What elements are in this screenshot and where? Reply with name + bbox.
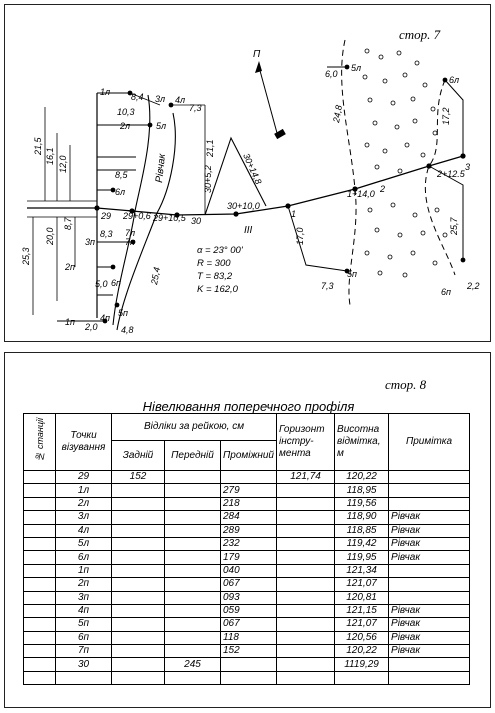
- mid-cell: 279: [221, 484, 277, 497]
- svg-text:25,7: 25,7: [449, 217, 459, 235]
- horizon-cell: [277, 511, 335, 524]
- table-row: [24, 604, 470, 617]
- back-header: Задній: [112, 441, 165, 471]
- svg-text:6п: 6п: [441, 287, 451, 297]
- elevation-cell: 119,95: [335, 551, 389, 564]
- back-cell: [112, 658, 165, 671]
- station-cell: [24, 497, 56, 510]
- station-cell: [24, 618, 56, 631]
- note-cell: Рівчак: [389, 604, 470, 617]
- back-cell: [112, 578, 165, 591]
- front-cell: [165, 671, 221, 684]
- note-cell: [389, 564, 470, 577]
- back-cell: [112, 551, 165, 564]
- station-cell: [24, 564, 56, 577]
- mid-cell: 232: [221, 537, 277, 550]
- front-header: Передній: [165, 441, 221, 471]
- svg-text:29+10,5: 29+10,5: [153, 213, 186, 223]
- page-number-7: стор. 7: [399, 27, 441, 42]
- mid-cell: [221, 471, 277, 484]
- svg-text:3п: 3п: [85, 237, 95, 247]
- back-cell: [112, 484, 165, 497]
- readings-header: Відліки за рейкою, см: [112, 414, 277, 441]
- note-cell: [389, 484, 470, 497]
- horizon-cell: [277, 564, 335, 577]
- svg-text:1+14,0: 1+14,0: [347, 189, 375, 199]
- table-row: [24, 497, 470, 510]
- point-cell: 4л: [56, 524, 112, 537]
- horizon-cell: [277, 604, 335, 617]
- front-cell: [165, 497, 221, 510]
- front-cell: [165, 578, 221, 591]
- back-cell: [112, 537, 165, 550]
- mid-cell: 118: [221, 631, 277, 644]
- table-row: [24, 471, 470, 484]
- front-cell: [165, 484, 221, 497]
- note-header: Примітка: [389, 414, 470, 471]
- station-cell: [24, 604, 56, 617]
- mid-cell: 284: [221, 511, 277, 524]
- left-point-labels: [64, 87, 185, 327]
- horizon-header: Горизонт інстру-мента: [277, 414, 335, 471]
- ditch-label: Рівчак: [154, 153, 169, 184]
- station-cell: [24, 551, 56, 564]
- svg-text:2л: 2л: [120, 121, 131, 131]
- svg-text:2,2: 2,2: [467, 281, 480, 291]
- mid-cell: 152: [221, 645, 277, 658]
- note-cell: Рівчак: [389, 645, 470, 658]
- svg-text:8,7: 8,7: [63, 217, 73, 230]
- elevation-cell: 119,42: [335, 537, 389, 550]
- svg-text:2+12.5: 2+12.5: [437, 169, 465, 179]
- table-row: [24, 524, 470, 537]
- point-cell: 29: [56, 471, 112, 484]
- mid-header: Проміжний: [221, 441, 277, 471]
- station-cell: [24, 484, 56, 497]
- horizon-cell: [277, 497, 335, 510]
- point-cell: 1л: [56, 484, 112, 497]
- svg-text:24,8: 24,8: [331, 104, 345, 124]
- note-cell: [389, 591, 470, 604]
- back-cell: [112, 591, 165, 604]
- elevation-cell: 120,22: [335, 471, 389, 484]
- table-row: [24, 484, 470, 497]
- note-cell: Рівчак: [389, 618, 470, 631]
- horizon-cell: [277, 551, 335, 564]
- svg-text:4п: 4п: [100, 313, 110, 323]
- horizon-cell: [277, 578, 335, 591]
- svg-text:5п: 5п: [347, 269, 357, 279]
- elevation-cell: 118,90: [335, 511, 389, 524]
- svg-text:III: III: [244, 225, 253, 236]
- svg-text:7,3: 7,3: [189, 103, 202, 113]
- table-row: [24, 564, 470, 577]
- horizon-cell: [277, 591, 335, 604]
- mid-cell: 040: [221, 564, 277, 577]
- station-cell: [24, 511, 56, 524]
- svg-text:17,2: 17,2: [441, 107, 451, 125]
- front-cell: [165, 471, 221, 484]
- right-labels: [295, 63, 480, 297]
- table-row: [24, 537, 470, 550]
- note-cell: [389, 497, 470, 510]
- note-cell: [389, 471, 470, 484]
- point-cell: 1п: [56, 564, 112, 577]
- table-row: [24, 551, 470, 564]
- table-row: [24, 671, 470, 684]
- elevation-header: Висотна відмітка, м: [335, 414, 389, 471]
- horizon-cell: [277, 618, 335, 631]
- svg-text:21,5: 21,5: [33, 137, 43, 155]
- table-row: [24, 591, 470, 604]
- svg-text:7л: 7л: [125, 228, 136, 238]
- svg-text:25,4: 25,4: [149, 266, 163, 286]
- station-cell: [24, 471, 56, 484]
- horizon-cell: 121,74: [277, 471, 335, 484]
- back-cell: [112, 671, 165, 684]
- svg-text:30+5,2: 30+5,2: [203, 165, 213, 193]
- point-cell: 5п: [56, 618, 112, 631]
- front-cell: [165, 524, 221, 537]
- note-cell: [389, 658, 470, 671]
- elevation-cell: 120,22: [335, 645, 389, 658]
- elevation-cell: 118,85: [335, 524, 389, 537]
- svg-text:6п: 6п: [111, 278, 121, 288]
- front-cell: [165, 551, 221, 564]
- svg-text:T = 83,2: T = 83,2: [197, 271, 233, 282]
- svg-text:8,3: 8,3: [100, 229, 113, 239]
- svg-text:8,4: 8,4: [131, 92, 144, 102]
- front-cell: [165, 645, 221, 658]
- mid-cell: 059: [221, 604, 277, 617]
- station-cell: [24, 537, 56, 550]
- elevation-cell: 1119,29: [335, 658, 389, 671]
- horizon-cell: [277, 524, 335, 537]
- note-cell: Рівчак: [389, 551, 470, 564]
- svg-text:29: 29: [101, 211, 112, 221]
- back-cell: [112, 604, 165, 617]
- svg-text:1п: 1п: [65, 317, 75, 327]
- curve-parameters: [197, 245, 244, 295]
- note-cell: Рівчак: [389, 511, 470, 524]
- point-cell: 6л: [56, 551, 112, 564]
- svg-text:α = 23° 00': α = 23° 00': [197, 245, 243, 256]
- station-cell: [24, 645, 56, 658]
- svg-text:7п: 7п: [125, 237, 135, 247]
- survey-sketch: [5, 5, 492, 343]
- station-cell: [24, 591, 56, 604]
- svg-text:21,1: 21,1: [205, 139, 215, 157]
- elevation-cell: 120,56: [335, 631, 389, 644]
- table-row: [24, 658, 470, 671]
- elevation-cell: 121,34: [335, 564, 389, 577]
- svg-text:4,8: 4,8: [121, 325, 134, 335]
- point-cell: 2п: [56, 578, 112, 591]
- svg-text:5л: 5л: [156, 121, 167, 131]
- elevation-cell: 121,07: [335, 578, 389, 591]
- levelling-table-panel: [4, 352, 491, 708]
- mid-cell: 218: [221, 497, 277, 510]
- note-cell: Рівчак: [389, 524, 470, 537]
- point-cell: 30: [56, 658, 112, 671]
- table-title: Нівелювання поперечного профіля: [142, 399, 355, 414]
- point-cell: 2л: [56, 497, 112, 510]
- elevation-cell: [335, 671, 389, 684]
- svg-text:10,3: 10,3: [117, 107, 135, 117]
- svg-text:3: 3: [465, 162, 471, 172]
- point-cell: 7п: [56, 645, 112, 658]
- table-row: [24, 511, 470, 524]
- station-cell: [24, 671, 56, 684]
- station-cell: [24, 658, 56, 671]
- svg-text:16,1: 16,1: [45, 147, 55, 165]
- mid-cell: 179: [221, 551, 277, 564]
- horizon-cell: [277, 537, 335, 550]
- front-cell: [165, 604, 221, 617]
- mid-cell: 067: [221, 578, 277, 591]
- mid-cell: 067: [221, 618, 277, 631]
- svg-text:1: 1: [291, 209, 297, 219]
- svg-text:6л: 6л: [449, 75, 460, 85]
- svg-text:R = 300: R = 300: [197, 258, 231, 269]
- levelling-table: [23, 413, 470, 685]
- table-row: [24, 578, 470, 591]
- mid-cell: [221, 671, 277, 684]
- points-header: Точки візування: [56, 414, 112, 471]
- front-cell: [165, 511, 221, 524]
- elevation-cell: 119,56: [335, 497, 389, 510]
- table-body: [24, 471, 470, 685]
- elevation-cell: 120,81: [335, 591, 389, 604]
- svg-text:12,0: 12,0: [58, 155, 68, 173]
- svg-text:6,0: 6,0: [325, 69, 338, 79]
- point-cell: 4п: [56, 604, 112, 617]
- svg-text:4л: 4л: [175, 95, 186, 105]
- front-cell: [165, 631, 221, 644]
- station-cell: [24, 631, 56, 644]
- svg-text:1л: 1л: [100, 87, 111, 97]
- elevation-cell: 118,95: [335, 484, 389, 497]
- back-cell: [112, 645, 165, 658]
- svg-text:3л: 3л: [155, 94, 166, 104]
- front-cell: [165, 591, 221, 604]
- svg-text:20,0: 20,0: [45, 227, 55, 245]
- page-number-8: стор. 8: [385, 377, 427, 392]
- svg-text:30: 30: [191, 216, 202, 226]
- svg-text:17,0: 17,0: [295, 227, 305, 245]
- point-cell: 3п: [56, 591, 112, 604]
- point-cell: 6п: [56, 631, 112, 644]
- horizon-cell: [277, 658, 335, 671]
- station-cell: [24, 578, 56, 591]
- station-header: № станції: [24, 414, 56, 471]
- station-cell: [24, 524, 56, 537]
- svg-text:5,0: 5,0: [95, 279, 108, 289]
- back-cell: 152: [112, 471, 165, 484]
- note-cell: [389, 578, 470, 591]
- north-label: П: [253, 49, 261, 60]
- back-cell: [112, 564, 165, 577]
- horizon-cell: [277, 671, 335, 684]
- survey-sketch-panel: [4, 4, 491, 342]
- point-cell: 5л: [56, 537, 112, 550]
- back-cell: [112, 618, 165, 631]
- table-row: [24, 618, 470, 631]
- svg-text:6л: 6л: [115, 187, 126, 197]
- note-cell: [389, 671, 470, 684]
- svg-text:30+10,0: 30+10,0: [227, 201, 260, 211]
- mid-cell: 289: [221, 524, 277, 537]
- front-cell: [165, 564, 221, 577]
- horizon-cell: [277, 645, 335, 658]
- elevation-cell: 121,07: [335, 618, 389, 631]
- point-cell: 3л: [56, 511, 112, 524]
- mid-cell: 093: [221, 591, 277, 604]
- note-cell: Рівчак: [389, 631, 470, 644]
- back-cell: [112, 631, 165, 644]
- svg-text:5л: 5л: [351, 63, 362, 73]
- point-cell: [56, 671, 112, 684]
- front-cell: [165, 618, 221, 631]
- note-cell: Рівчак: [389, 537, 470, 550]
- svg-text:5п: 5п: [118, 308, 128, 318]
- back-cell: [112, 511, 165, 524]
- horizon-cell: [277, 484, 335, 497]
- svg-text:8,5: 8,5: [115, 170, 128, 180]
- svg-text:25,3: 25,3: [21, 247, 31, 265]
- svg-text:2,0: 2,0: [85, 322, 98, 332]
- left-distance-labels: [21, 92, 215, 335]
- mid-cell: [221, 658, 277, 671]
- back-cell: [112, 524, 165, 537]
- front-cell: 245: [165, 658, 221, 671]
- svg-text:7,3: 7,3: [321, 281, 334, 291]
- svg-text:2: 2: [380, 184, 386, 194]
- svg-text:29+0,6: 29+0,6: [123, 211, 151, 221]
- svg-text:2п: 2п: [65, 262, 75, 272]
- svg-text:30+14,8: 30+14,8: [241, 151, 264, 186]
- table-row: [24, 631, 470, 644]
- elevation-cell: 121,15: [335, 604, 389, 617]
- horizon-cell: [277, 631, 335, 644]
- table-row: [24, 645, 470, 658]
- back-cell: [112, 497, 165, 510]
- svg-text:K = 162,0: K = 162,0: [197, 284, 238, 295]
- front-cell: [165, 537, 221, 550]
